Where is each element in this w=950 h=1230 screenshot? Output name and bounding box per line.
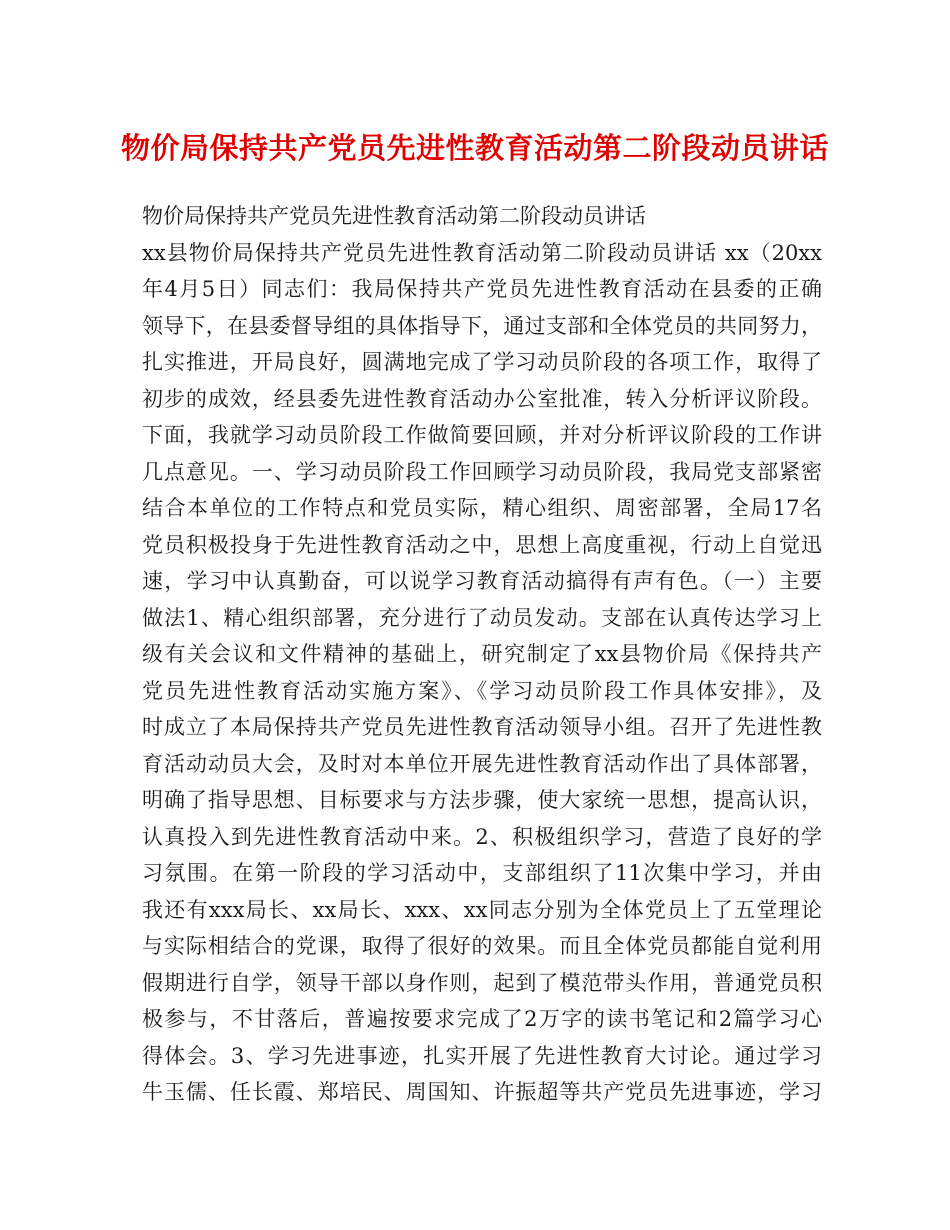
body-line: 几点意见。一、学习动员阶段工作回顾学习动员阶段，我局党支部紧密 (142, 459, 822, 484)
body-line: 党员积极投身于先进性教育活动之中，思想上高度重视，行动上自觉迅 (142, 532, 822, 557)
document-body (142, 198, 822, 1111)
body-line: 扎实推进，开局良好，圆满地完成了学习动员阶段的各项工作，取得了 (142, 350, 822, 374)
body-line: 与实际相结合的党课，取得了很好的效果。而且全体党员都能自觉利用 (142, 934, 822, 958)
body-line: 领导下，在县委督导组的具体指导下，通过支部和全体党员的共同努力， (142, 313, 822, 338)
body-line: 速，学习中认真勤奋，可以说学习教育活动搞得有声有色。（一）主要 (142, 569, 822, 593)
body-line: 年4月5日）同志们：我局保持共产党员先进性教育活动在县委的正确 (142, 277, 822, 301)
document-title: 物价局保持共产党员先进性教育活动第二阶段动员讲话 (120, 131, 829, 165)
body-line: 习氛围。在第一阶段的学习活动中，支部组织了11次集中学习，并由 (142, 861, 822, 885)
body-line: 极参与，不甘落后，普遍按要求完成了2万字的读书笔记和2篇学习心 (142, 1007, 822, 1031)
body-line: xx县物价局保持共产党员先进性教育活动第二阶段动员讲话 xx（20xx (142, 240, 822, 265)
body-line: 明确了指导思想、目标要求与方法步骤，使大家统一思想，提高认识， (142, 788, 822, 812)
body-line: 初步的成效，经县委先进性教育活动办公室批准，转入分析评议阶段。 (142, 386, 822, 411)
body-line: 得体会。3、学习先进事迹，扎实开展了先进性教育大讨论。通过学习 (142, 1043, 822, 1068)
body-line: 我还有xxx局长、xx局长、xxx、xx同志分别为全体党员上了五堂理论 (142, 897, 822, 922)
body-line: 认真投入到先进性教育活动中来。2、积极组织学习，营造了良好的学 (142, 824, 822, 849)
body-line: 下面，我就学习动员阶段工作做简要回顾，并对分析评议阶段的工作讲 (142, 423, 822, 447)
body-line: 级有关会议和文件精神的基础上，研究制定了xx县物价局《保持共产 (142, 642, 822, 666)
body-line: 结合本单位的工作特点和党员实际，精心组织、周密部署，全局17名 (142, 496, 822, 520)
body-line: 时成立了本局保持共产党员先进性教育活动领导小组。召开了先进性教 (142, 715, 822, 739)
body-line: 牛玉儒、任长霞、郑培民、周国知、许振超等共产党员先进事迹，学习 (142, 1080, 822, 1104)
body-line: 物价局保持共产党员先进性教育活动第二阶段动员讲话 (142, 204, 646, 228)
body-line: 育活动动员大会，及时对本单位开展先进性教育活动作出了具体部署， (142, 751, 822, 776)
body-line: 做法1、精心组织部署，充分进行了动员发动。支部在认真传达学习上 (142, 605, 822, 630)
body-line: 假期进行自学，领导干部以身作则，起到了模范带头作用，普通党员积 (142, 970, 822, 995)
body-line: 党员先进性教育活动实施方案》、《学习动员阶段工作具体安排》，及 (142, 678, 822, 703)
